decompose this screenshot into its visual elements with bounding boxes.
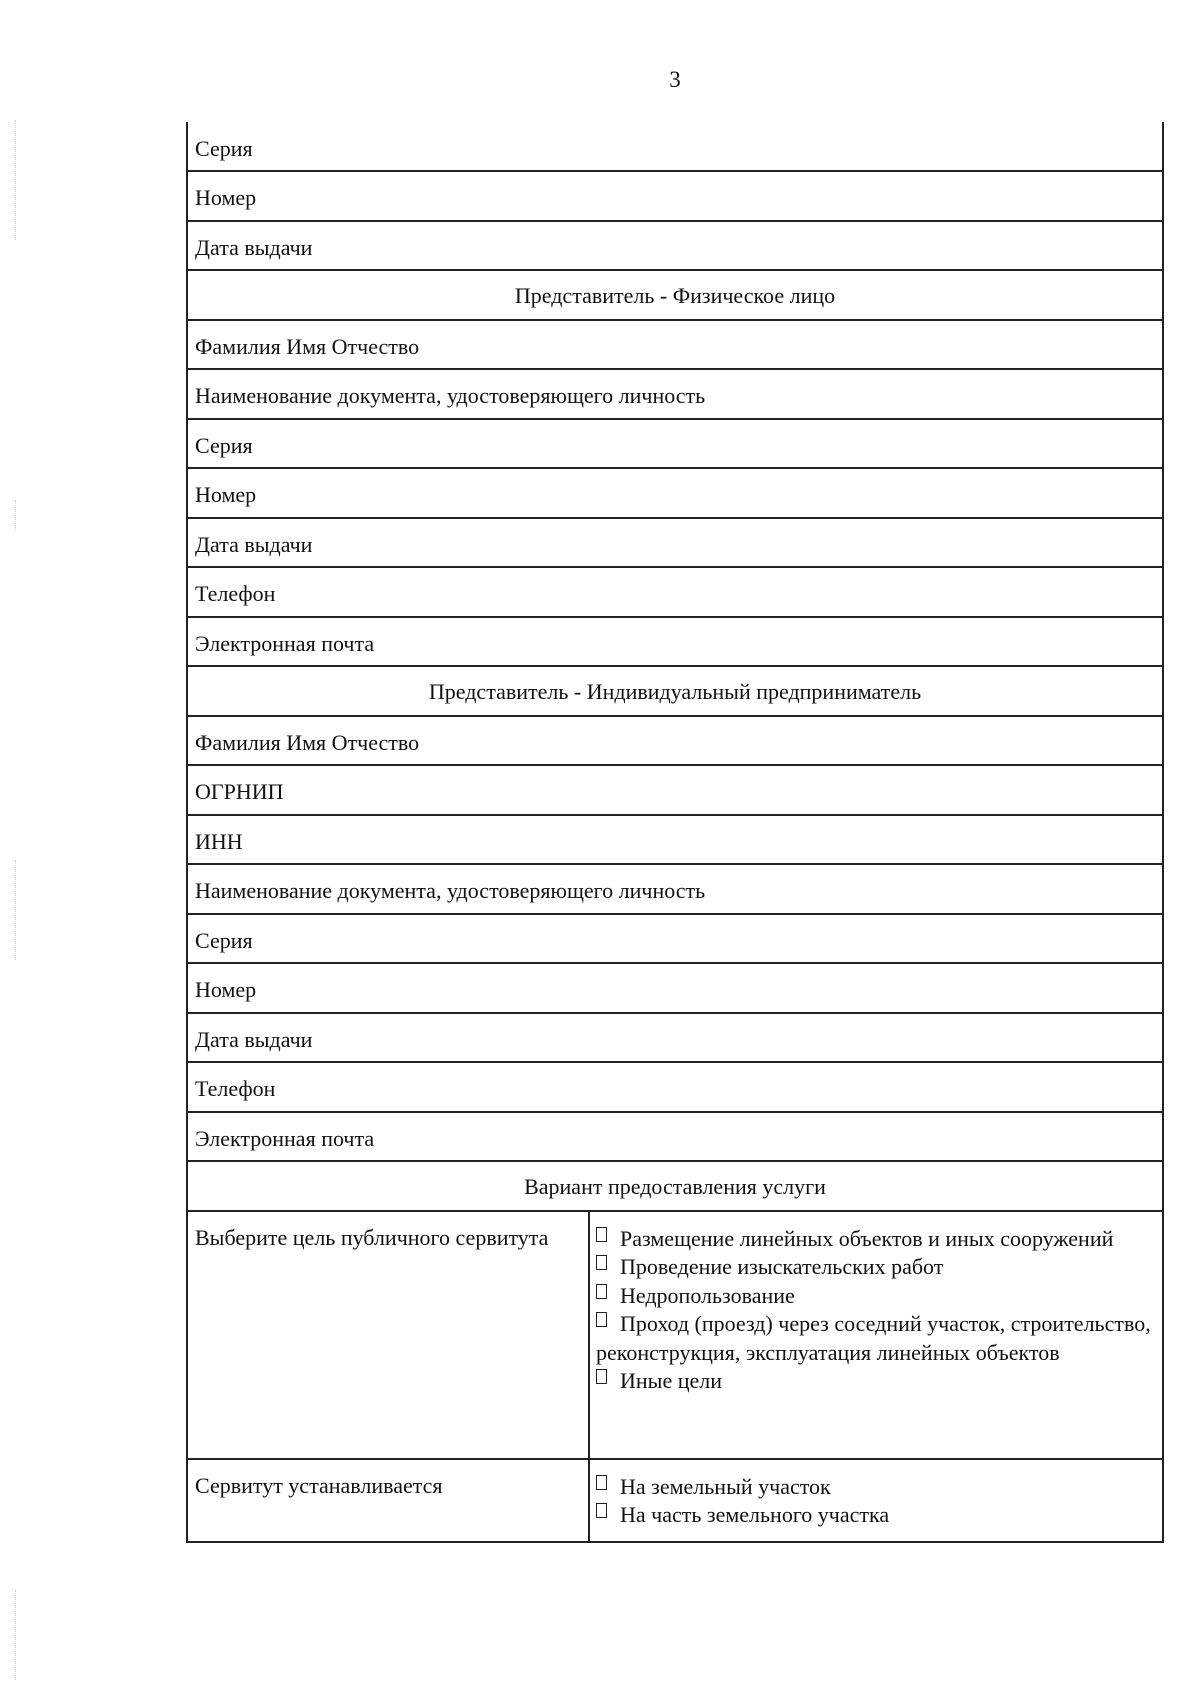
field-label: Серия (195, 927, 253, 953)
field-label: Номер (195, 185, 257, 210)
field-row-number[interactable] (186, 172, 1164, 222)
servitude-scope-row (186, 1460, 1164, 1543)
form-table (186, 122, 1164, 1543)
option-label: На часть земельного участка (620, 1502, 890, 1527)
purpose-option[interactable] (596, 1225, 1154, 1254)
left-margin-dots (15, 1590, 17, 1680)
field-label: Дата выдачи (195, 234, 313, 260)
servitude-scope-label: Сервитут устанавливается (188, 1460, 590, 1541)
field-label: Электронная почта (195, 630, 375, 656)
field-row-issue-date[interactable] (186, 519, 1164, 569)
left-margin-dots (15, 500, 17, 530)
field-label: Дата выдачи (195, 1026, 313, 1052)
field-label: Номер (195, 482, 257, 507)
field-row-number[interactable] (186, 469, 1164, 519)
field-row-series[interactable] (186, 915, 1164, 965)
left-margin-dots (15, 120, 17, 240)
field-row-phone[interactable] (186, 568, 1164, 618)
field-row-series[interactable] (186, 122, 1164, 172)
field-label: Фамилия Имя Отчество (195, 729, 420, 755)
section-title: Представитель - Физическое лицо (514, 283, 836, 308)
section-header-service-variant (186, 1162, 1164, 1212)
field-label: ИНН (195, 828, 243, 854)
section-title: Вариант предоставления услуги (524, 1174, 826, 1199)
field-row-number[interactable] (186, 964, 1164, 1014)
field-row-ogrnip[interactable] (186, 766, 1164, 816)
field-label: ОГРНИП (195, 779, 284, 804)
checkbox-icon[interactable] (596, 1284, 607, 1299)
servitude-scope-options (590, 1460, 1162, 1541)
purpose-option[interactable] (596, 1310, 1154, 1367)
field-row-series[interactable] (186, 420, 1164, 470)
field-label: Дата выдачи (195, 531, 313, 557)
section-header-physical-person (186, 271, 1164, 321)
checkbox-icon[interactable] (596, 1255, 607, 1270)
scope-option[interactable] (596, 1473, 1154, 1502)
purpose-option[interactable] (596, 1367, 1154, 1396)
field-row-email[interactable] (186, 618, 1164, 668)
checkbox-icon[interactable] (596, 1312, 607, 1327)
field-row-phone[interactable] (186, 1063, 1164, 1113)
left-margin-dots (15, 860, 17, 960)
purpose-option[interactable] (596, 1253, 1154, 1282)
option-label: Иные цели (620, 1368, 722, 1393)
section-title: Представитель - Индивидуальный предприниматель (428, 679, 922, 704)
field-row-issue-date[interactable] (186, 1014, 1164, 1064)
scope-option[interactable] (596, 1501, 1154, 1530)
field-label: Телефон (195, 1076, 276, 1101)
page-number: 3 (669, 67, 681, 92)
option-label: Размещение линейных объектов и иных сооружений (620, 1225, 1114, 1251)
section-header-entrepreneur (186, 667, 1164, 717)
field-row-inn[interactable] (186, 816, 1164, 866)
option-label: На земельный участок (620, 1473, 831, 1499)
purpose-options (590, 1212, 1162, 1458)
purpose-row (186, 1212, 1164, 1460)
field-row-issue-date[interactable] (186, 222, 1164, 272)
field-label: Номер (195, 977, 257, 1002)
checkbox-icon[interactable] (596, 1227, 607, 1242)
field-label: Электронная почта (195, 1125, 375, 1151)
checkbox-icon[interactable] (596, 1369, 607, 1384)
field-label: Серия (195, 432, 253, 458)
field-row-id-document[interactable] (186, 370, 1164, 420)
field-label: Наименование документа, удостоверяющего личность (195, 383, 706, 408)
field-row-full-name[interactable] (186, 321, 1164, 371)
field-label: Наименование документа, удостоверяющего личность (195, 878, 706, 903)
field-row-full-name[interactable] (186, 717, 1164, 767)
checkbox-icon[interactable] (596, 1475, 607, 1490)
purpose-option[interactable] (596, 1282, 1154, 1311)
field-row-email[interactable] (186, 1113, 1164, 1163)
checkbox-icon[interactable] (596, 1503, 607, 1518)
option-label: Проход (проезд) через соседний участок, строительство, реконструкция, эксплуатация линейных объектов (596, 1311, 1151, 1365)
field-label: Фамилия Имя Отчество (195, 333, 420, 359)
field-label: Телефон (195, 581, 276, 606)
option-label: Проведение изыскательских работ (620, 1254, 944, 1279)
purpose-label: Выберите цель публичного сервитута (188, 1212, 590, 1458)
option-label: Недропользование (620, 1282, 795, 1308)
field-row-id-document[interactable] (186, 865, 1164, 915)
field-label: Серия (195, 136, 253, 161)
